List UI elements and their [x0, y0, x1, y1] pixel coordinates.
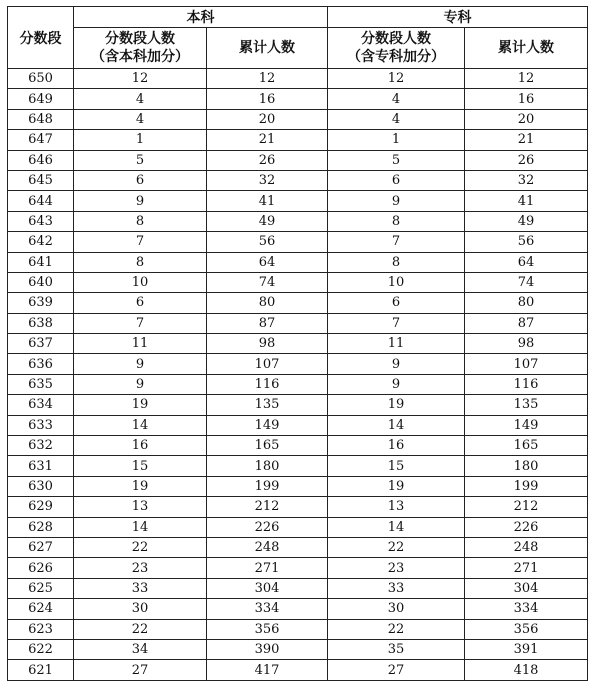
zhuanke-cumulative-cell: 165	[465, 436, 588, 456]
zhuanke-cumulative-cell: 212	[465, 497, 588, 517]
zhuanke-cumulative-cell: 56	[465, 232, 588, 252]
benke-count-header	[74, 28, 207, 69]
zhuanke-count-cell: 23	[328, 558, 465, 578]
score-cell: 625	[8, 578, 74, 598]
benke-count-cell: 4	[74, 89, 207, 109]
benke-count-cell: 33	[74, 578, 207, 598]
table-row	[8, 517, 588, 537]
score-cell: 626	[8, 558, 74, 578]
zhuanke-count-cell: 30	[328, 599, 465, 619]
zhuanke-cumulative-cell: 271	[465, 558, 588, 578]
zhuanke-count-cell: 27	[328, 660, 465, 680]
table-row	[8, 211, 588, 231]
table-row	[8, 619, 588, 639]
zhuanke-cumulative-cell: 116	[465, 374, 588, 394]
benke-cumulative-cell: 49	[207, 211, 328, 231]
benke-count-cell: 14	[74, 517, 207, 537]
zhuanke-cumulative-cell: 12	[465, 69, 588, 89]
benke-cumulative-cell: 16	[207, 89, 328, 109]
score-cell: 647	[8, 130, 74, 150]
score-cell: 632	[8, 436, 74, 456]
score-cell: 640	[8, 272, 74, 292]
zhuanke-count-cell: 15	[328, 456, 465, 476]
zhuanke-cumulative-cell: 87	[465, 313, 588, 333]
table-row	[8, 578, 588, 598]
benke-cumulative-cell: 212	[207, 497, 328, 517]
score-cell: 622	[8, 639, 74, 659]
table-row	[8, 660, 588, 680]
zhuanke-count-cell: 8	[328, 211, 465, 231]
table-row	[8, 558, 588, 578]
score-cell: 645	[8, 170, 74, 190]
benke-cumulative-cell: 180	[207, 456, 328, 476]
table-row	[8, 476, 588, 496]
benke-count-cell: 27	[74, 660, 207, 680]
score-cell: 629	[8, 497, 74, 517]
score-cell: 648	[8, 109, 74, 129]
table-row	[8, 252, 588, 272]
benke-count-cell: 11	[74, 334, 207, 354]
zhuanke-cumulative-cell: 391	[465, 639, 588, 659]
score-cell: 633	[8, 415, 74, 435]
zhuanke-count-cell: 9	[328, 191, 465, 211]
zhuanke-count-cell: 8	[328, 252, 465, 272]
benke-count-cell: 7	[74, 313, 207, 333]
zhuanke-cumulative-cell: 32	[465, 170, 588, 190]
header-row-top	[8, 7, 588, 28]
zhuanke-count-cell: 14	[328, 517, 465, 537]
score-cell: 630	[8, 476, 74, 496]
zhuanke-count-cell: 19	[328, 476, 465, 496]
table-row	[8, 293, 588, 313]
zhuanke-cumulative-cell: 16	[465, 89, 588, 109]
benke-count-cell: 9	[74, 191, 207, 211]
table-row	[8, 497, 588, 517]
benke-count-cell: 15	[74, 456, 207, 476]
zhuanke-cumulative-cell: 41	[465, 191, 588, 211]
zhuanke-count-cell: 1	[328, 130, 465, 150]
score-cell: 634	[8, 395, 74, 415]
zhuanke-cumulative-cell: 334	[465, 599, 588, 619]
table-row	[8, 232, 588, 252]
benke-cumulative-cell: 334	[207, 599, 328, 619]
table-row	[8, 89, 588, 109]
zhuanke-count-cell: 14	[328, 415, 465, 435]
benke-cumulative-cell: 390	[207, 639, 328, 659]
benke-cumulative-cell: 32	[207, 170, 328, 190]
score-column-header: 分数段	[8, 7, 74, 69]
table-row	[8, 354, 588, 374]
table-row	[8, 69, 588, 89]
zhuanke-count-header	[328, 28, 465, 69]
zhuanke-cumulative-cell: 149	[465, 415, 588, 435]
benke-cumulative-cell: 199	[207, 476, 328, 496]
zhuanke-cumulative-cell: 226	[465, 517, 588, 537]
table-row	[8, 537, 588, 557]
zhuanke-cumulative-cell: 248	[465, 537, 588, 557]
benke-cumulative-cell: 116	[207, 374, 328, 394]
zhuanke-count-cell: 5	[328, 150, 465, 170]
benke-cumulative-cell: 417	[207, 660, 328, 680]
benke-count-cell: 12	[74, 69, 207, 89]
zhuanke-cumulative-cell: 107	[465, 354, 588, 374]
score-cell: 649	[8, 89, 74, 109]
benke-count-cell: 8	[74, 252, 207, 272]
score-cell: 641	[8, 252, 74, 272]
zhuanke-count-cell: 9	[328, 374, 465, 394]
benke-cumulative-cell: 226	[207, 517, 328, 537]
zhuanke-cumulative-cell: 418	[465, 660, 588, 680]
benke-cumulative-cell: 356	[207, 619, 328, 639]
zhuanke-cumulative-cell: 20	[465, 109, 588, 129]
benke-cumulative-cell: 271	[207, 558, 328, 578]
table-row	[8, 599, 588, 619]
benke-count-cell: 7	[74, 232, 207, 252]
zhuanke-count-header-line2: （含专科加分）	[347, 49, 445, 65]
benke-count-cell: 13	[74, 497, 207, 517]
zhuanke-cumulative-cell: 98	[465, 334, 588, 354]
score-cell: 642	[8, 232, 74, 252]
score-cell: 639	[8, 293, 74, 313]
zhuanke-cumulative-cell: 180	[465, 456, 588, 476]
header-row-sub	[8, 28, 588, 69]
score-cell: 643	[8, 211, 74, 231]
benke-cumulative-cell: 149	[207, 415, 328, 435]
score-cell: 646	[8, 150, 74, 170]
benke-count-cell: 4	[74, 109, 207, 129]
table-row	[8, 313, 588, 333]
table-row	[8, 170, 588, 190]
zhuanke-count-cell: 11	[328, 334, 465, 354]
zhuanke-count-cell: 16	[328, 436, 465, 456]
table-row	[8, 395, 588, 415]
benke-count-cell: 1	[74, 130, 207, 150]
score-cell: 623	[8, 619, 74, 639]
benke-count-cell: 8	[74, 211, 207, 231]
score-cell: 628	[8, 517, 74, 537]
benke-cumulative-cell: 248	[207, 537, 328, 557]
benke-cumulative-cell: 56	[207, 232, 328, 252]
zhuanke-cumulative-cell: 21	[465, 130, 588, 150]
benke-count-cell: 30	[74, 599, 207, 619]
benke-cumulative-cell: 107	[207, 354, 328, 374]
table-row	[8, 130, 588, 150]
zhuanke-cumulative-cell: 74	[465, 272, 588, 292]
table-row	[8, 436, 588, 456]
score-distribution-table	[7, 6, 588, 681]
benke-cumulative-cell: 20	[207, 109, 328, 129]
zhuanke-count-cell: 10	[328, 272, 465, 292]
zhuanke-count-cell: 19	[328, 395, 465, 415]
zhuanke-count-cell: 6	[328, 170, 465, 190]
zhuanke-cumulative-cell: 49	[465, 211, 588, 231]
benke-cumulative-cell: 74	[207, 272, 328, 292]
zhuanke-cumulative-header: 累计人数	[465, 28, 588, 69]
zhuanke-count-cell: 4	[328, 89, 465, 109]
zhuanke-count-cell: 6	[328, 293, 465, 313]
score-cell: 636	[8, 354, 74, 374]
benke-count-cell: 6	[74, 170, 207, 190]
benke-count-cell: 6	[74, 293, 207, 313]
benke-cumulative-cell: 80	[207, 293, 328, 313]
benke-count-cell: 10	[74, 272, 207, 292]
table-row	[8, 272, 588, 292]
benke-cumulative-cell: 165	[207, 436, 328, 456]
score-cell: 638	[8, 313, 74, 333]
benke-count-cell: 14	[74, 415, 207, 435]
benke-count-cell: 5	[74, 150, 207, 170]
benke-count-cell: 34	[74, 639, 207, 659]
zhuanke-count-cell: 7	[328, 232, 465, 252]
zhuanke-count-cell: 12	[328, 69, 465, 89]
zhuanke-count-cell: 9	[328, 354, 465, 374]
benke-cumulative-header: 累计人数	[207, 28, 328, 69]
table-row	[8, 150, 588, 170]
table-body	[8, 69, 588, 681]
zhuanke-cumulative-cell: 135	[465, 395, 588, 415]
benke-count-cell: 9	[74, 374, 207, 394]
benke-cumulative-cell: 304	[207, 578, 328, 598]
benke-count-cell: 23	[74, 558, 207, 578]
benke-count-cell: 22	[74, 619, 207, 639]
benke-cumulative-cell: 87	[207, 313, 328, 333]
zhuanke-cumulative-cell: 26	[465, 150, 588, 170]
zhuanke-group-header: 专科	[328, 7, 588, 28]
score-cell: 627	[8, 537, 74, 557]
benke-cumulative-cell: 12	[207, 69, 328, 89]
table-row	[8, 415, 588, 435]
benke-count-cell: 22	[74, 537, 207, 557]
score-cell: 635	[8, 374, 74, 394]
score-cell: 621	[8, 660, 74, 680]
zhuanke-cumulative-cell: 304	[465, 578, 588, 598]
table-row	[8, 191, 588, 211]
benke-count-cell: 16	[74, 436, 207, 456]
benke-cumulative-cell: 135	[207, 395, 328, 415]
zhuanke-count-cell: 22	[328, 619, 465, 639]
table-row	[8, 334, 588, 354]
benke-cumulative-cell: 41	[207, 191, 328, 211]
zhuanke-cumulative-cell: 199	[465, 476, 588, 496]
table-row	[8, 456, 588, 476]
benke-cumulative-cell: 21	[207, 130, 328, 150]
benke-count-cell: 19	[74, 395, 207, 415]
score-cell: 624	[8, 599, 74, 619]
zhuanke-cumulative-cell: 356	[465, 619, 588, 639]
score-cell: 644	[8, 191, 74, 211]
zhuanke-count-cell: 13	[328, 497, 465, 517]
zhuanke-count-cell: 4	[328, 109, 465, 129]
benke-count-cell: 19	[74, 476, 207, 496]
score-cell: 650	[8, 69, 74, 89]
benke-cumulative-cell: 26	[207, 150, 328, 170]
zhuanke-count-cell: 7	[328, 313, 465, 333]
score-cell: 631	[8, 456, 74, 476]
benke-count-cell: 9	[74, 354, 207, 374]
table-row	[8, 639, 588, 659]
zhuanke-cumulative-cell: 64	[465, 252, 588, 272]
benke-cumulative-cell: 98	[207, 334, 328, 354]
score-cell: 637	[8, 334, 74, 354]
zhuanke-count-header-line1: 分数段人数	[361, 31, 431, 47]
table-row	[8, 109, 588, 129]
zhuanke-count-cell: 33	[328, 578, 465, 598]
zhuanke-cumulative-cell: 80	[465, 293, 588, 313]
benke-group-header: 本科	[74, 7, 328, 28]
benke-count-header-line2: （含本科加分）	[91, 49, 189, 65]
benke-count-header-line1: 分数段人数	[105, 31, 175, 47]
benke-cumulative-cell: 64	[207, 252, 328, 272]
zhuanke-count-cell: 35	[328, 639, 465, 659]
zhuanke-count-cell: 22	[328, 537, 465, 557]
table-row	[8, 374, 588, 394]
